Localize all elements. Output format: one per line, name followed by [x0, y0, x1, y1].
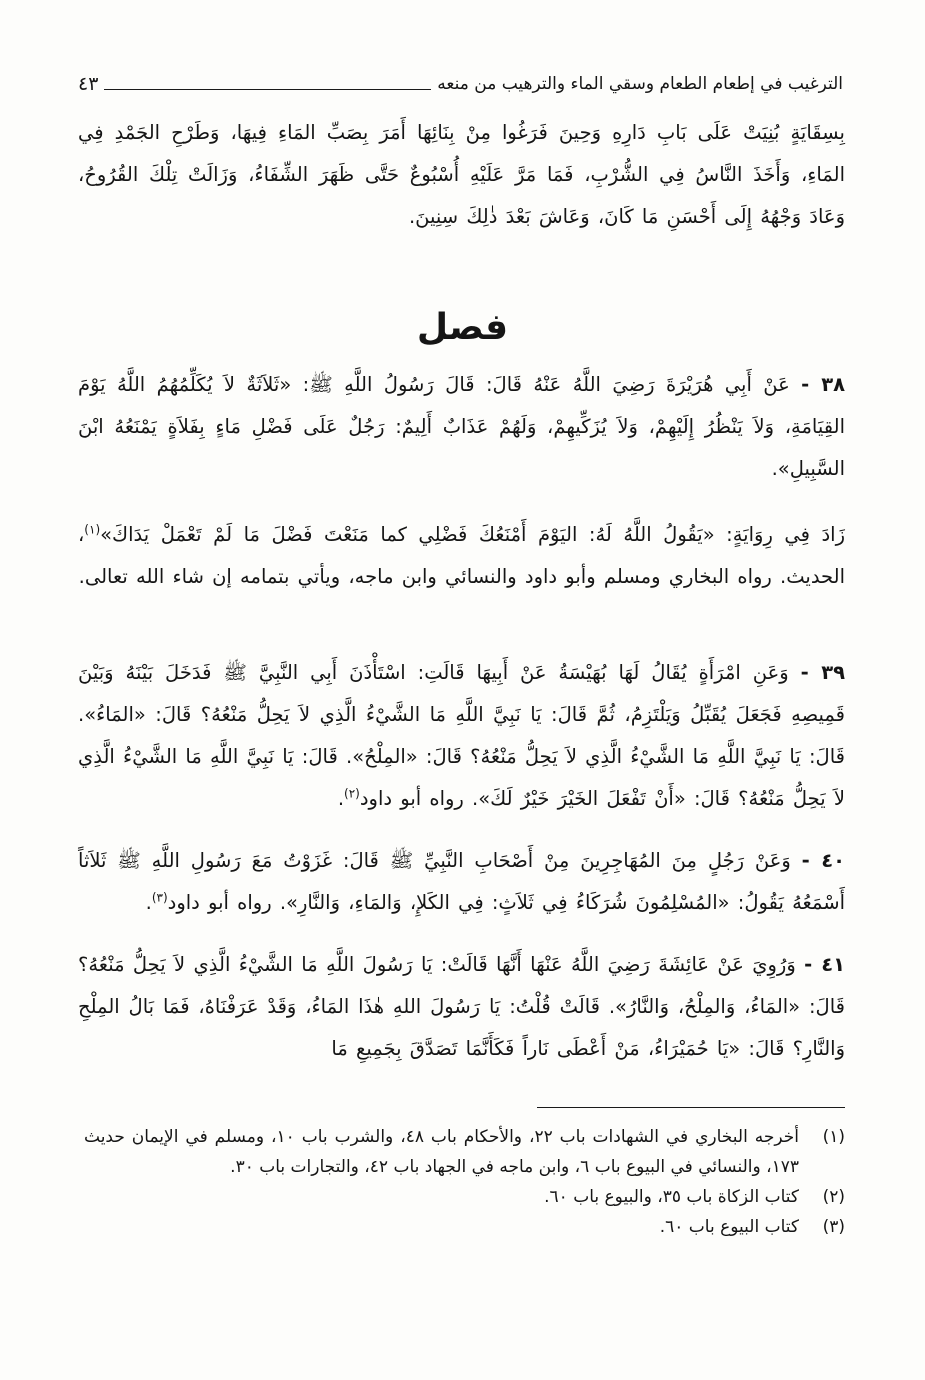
hadith-text: وَعَنْ رَجُلٍ مِنَ المُهَاجِرِينَ مِنْ أَصْحَابِ النَّبِيِّ ﷺ قَالَ: غَزَوْتُ مَعَ رَسُولِ اللَّهِ ﷺ ثَلاَثاً أَسْمَعُهُ يَقُولُ: «المُسْلِمُونَ شُرَكَاءُ فِي ثَلاَثٍ: فِي الكَلإِ، وَالمَاءِ، وَالنَّارِ». رواه أبو داود — [78, 849, 845, 914]
hadith-40 — [78, 840, 845, 924]
footnotes — [84, 1122, 845, 1242]
hadith-source: ، الحديث. رواه البخاري ومسلم وأبو داود والنسائي وابن ماجه، ويأتي بتمامه إن شاء الله تعالى. — [78, 523, 845, 588]
footnote-1 — [84, 1122, 845, 1182]
footnote-mark: (١) — [822, 1127, 845, 1147]
hadith-text: وَرُوِيَ عَنْ عَائِشَةَ رَضِيَ اللَّهُ عَنْهَا أَنَّهَا قَالَتْ: يَا رَسُولَ اللَّهِ مَا الشَّيْءُ الَّذِي لاَ يَحِلُّ مَنْعُهُ؟ قَالَ: «المَاءُ، وَالمِلْحُ، وَالنَّارُ». قَالَتْ قُلْتُ: يَا رَسُولَ اللهِ هٰذَا المَاءُ، وَقَدْ عَرَفْنَاهُ، فَمَا بَالُ المِلْحِ وَالنَّارِ؟ قَالَ: «يَا حُمَيْرَاءُ، مَنْ أَعْطَى نَاراً فَكَأَنَّمَا تَصَدَّقَ بِجَمِيعِ مَا — [78, 953, 845, 1060]
intro-paragraph: بِسِقَايَةٍ بُنِيَتْ عَلَى بَابِ دَارِهِ وَحِينَ فَرَغُوا مِنْ بِنَائِهَا أَمَرَ بِصَبِّ المَاءِ فِيهَا، وَطَرْحِ الجَمْدِ فِي المَاءِ، وَأَخَذَ النَّاسُ فِي الشُّرْبِ، فَمَا مَرَّ عَلَيْهِ أُسْبُوعٌ حَتَّى ظَهَرَ الشِّفَاءُ، وَزَالَتْ تِلْكَ القُرُوحُ، وَعَادَ وَجْهُهُ إِلَى أَحْسَنِ مَا كَانَ، وَعَاشَ بَعْدَ ذٰلِكَ سِنِينَ. — [78, 121, 845, 228]
footnote-text: كتاب البيوع باب ٦٠. — [659, 1217, 799, 1237]
hadith-38 — [78, 364, 845, 490]
page-number: ٤٣ — [78, 73, 99, 95]
header-rule — [104, 89, 431, 90]
running-header — [78, 70, 843, 98]
footnote-text: كتاب الزكاة باب ٣٥، والبيوع باب ٦٠. — [544, 1187, 799, 1207]
footnote-ref-3[interactable]: (٣) — [151, 890, 168, 905]
footnote-ref-2[interactable]: (٢) — [344, 786, 360, 801]
hadith-38-addition — [78, 514, 845, 598]
hadith-end: . — [145, 891, 152, 914]
section-heading: فصل — [416, 307, 509, 348]
hadith-number: ٤٠ - — [801, 849, 846, 872]
hadith-41 — [78, 944, 845, 1070]
footnote-mark: (٣) — [822, 1217, 845, 1237]
footnote-mark: (٢) — [822, 1187, 845, 1207]
footnote-ref-1[interactable]: (١) — [84, 522, 101, 537]
footnote-2 — [84, 1182, 845, 1212]
header-title: الترغيب في إطعام الطعام وسقي الماء والترهيب من منعه — [437, 74, 843, 94]
hadith-number: ٣٩ - — [800, 661, 846, 684]
hadith-text: زَادَ فِي رِوَايَةٍ: «يَقُولُ اللَّهُ لَهُ: اليَوْمَ أَمْنَعُكَ فَضْلِي كما مَنَعْتَ فَضْلَ مَا لَمْ تَعْمَلْ يَدَاكَ» — [100, 523, 845, 546]
hadith-number: ٣٨ - — [801, 373, 845, 396]
footnote-text: أخرجه البخاري في الشهادات باب ٢٢، والأحكام باب ٤٨، والشرب باب ١٠، ومسلم في الإيمان حديث ١٧٣، والنسائي في البيوع باب ٦، وابن ماجه في الجهاد باب ٤٢، والتجارات باب ٣٠. — [84, 1127, 799, 1177]
hadith-text: وَعَنِ امْرَأَةٍ يُقَالُ لَهَا بُهَيْسَةُ عَنْ أَبِيهَا قَالَتِ: اسْتَأْذَنَ أَبِي النَّبِيَّ ﷺ فَدَخَلَ بَيْنَهُ وَبَيْنَ قَمِيصِهِ فَجَعَلَ يُقَبِّلُ وَيَلْتَزِمُ، ثُمَّ قَالَ: يَا نَبِيَّ اللَّهِ مَا الشَّيْءُ الَّذِي لاَ يَحِلُّ مَنْعُهُ؟ قَالَ: «المَاءُ». قَالَ: يَا نَبِيَّ اللَّهِ مَا الشَّيْءُ الَّذِي لاَ يَحِلُّ مَنْعُهُ؟ قَالَ: «المِلْحُ». قَالَ: يَا نَبِيَّ اللَّهِ مَا الشَّيْءُ الَّذِي لاَ يَحِلُّ مَنْعُهُ؟ قَالَ: «أَنْ تَفْعَلَ الخَيْرَ خَيْرٌ لَكَ». رواه أبو داود — [77, 661, 845, 810]
footnote-divider — [537, 1107, 845, 1108]
hadith-text: عَنْ أَبِي هُرَيْرَةَ رَضِيَ اللَّهُ عَنْهُ قَالَ: قَالَ رَسُولُ اللَّهِ ﷺ: «ثَلاَثَةٌ لاَ يُكَلِّمُهُمُ اللَّهُ يَوْمَ القِيَامَةِ، وَلاَ يَنْظُرُ إِلَيْهِمْ، وَلاَ يُزَكِّيهِمْ، وَلَهُمْ عَذَابٌ أَلِيمٌ: رَجُلٌ عَلَى فَضْلِ مَاءٍ بِفَلاَةٍ يَمْنَعُهُ ابْنَ السَّبِيلِ». — [78, 373, 845, 480]
footnote-3 — [84, 1212, 845, 1242]
hadith-number: ٤١ - — [804, 953, 845, 976]
hadith-39 — [78, 652, 845, 820]
hadith-end: . — [337, 787, 345, 810]
